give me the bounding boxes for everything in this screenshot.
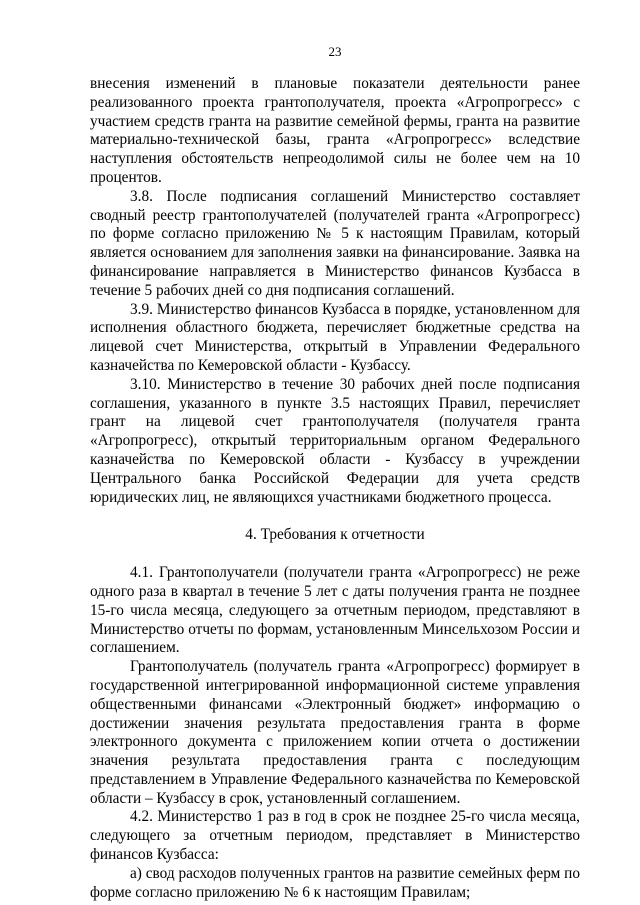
page-number: 23	[328, 44, 342, 59]
section-heading-reporting: 4. Требования к отчетности	[245, 526, 425, 544]
paragraph-continuation: внесения изменений в плановые показатели деятельности ранее реализованного проекта грантополучателя, проекта «Агропрогресс» с участием средств гранта на развитие семейной фермы, гранта на развитие материально-технической базы, гранта «Агропрогресс» вследствие наступления обстоятельств непреодолимой силы не более чем на 10 процентов.	[90, 75, 580, 186]
paragraph-4-2-a: а) свод расходов полученных грантов на развитие семейных ферм по форме согласно приложению № 6 к настоящим Правилам;	[90, 864, 580, 901]
paragraph-3-10: 3.10. Министерство в течение 30 рабочих дней после подписания соглашения, указанного в пункте 3.5 настоящих Правил, перечисляет грант на лицевой счет грантополучателя (получателя гранта «Агропрогресс), открытый территориальным органом Федерального казначейства по Кемеровской области - Кузбассу в учреждении Центрального банка Российской Федерации для учета средств юридических лиц, не являющихся участниками бюджетного процесса.	[90, 375, 580, 506]
paragraph-4-2: 4.2. Министерство 1 раз в год в срок не позднее 25-го числа месяца, следующего за отчетным периодом, представляет в Министерство финансов Кузбасса:	[90, 808, 580, 864]
paragraph-4-1: 4.1. Грантополучатели (получатели гранта «Агропрогресс) не реже одного раза в квартал в течение 5 лет с даты получения гранта не позднее 15-го числа месяца, следующего за отчетным периодом, представляют в Министерство отчеты по формам, установленным Минсельхозом России и соглашением.	[90, 564, 580, 657]
paragraph-3-8: 3.8. После подписания соглашений Министерство составляет сводный реестр грантополучателей (получателей гранта «Агропрогресс) по форме согласно приложению № 5 к настоящим Правилам, который является основанием для заполнения заявки на финансирование. Заявка на финансирование направляется в Министерство финансов Кузбасса в течение 5 рабочих дней со дня подписания соглашений.	[90, 187, 580, 299]
document-body	[90, 75, 580, 902]
paragraph-grant-recipient: Грантополучатель (получатель гранта «Агропрогресс) формирует в государственной интегрированной информационной системе управления общественными финансами «Электронный бюджет» информацию о достижении значения результата предоставления гранта в форме электронного документа с приложением копии отчета о достижении значения результата предоставления гранта с последующим представлением в Управление Федерального казначейства по Кемеровской области – Кузбассу в срок, установленный соглашением.	[90, 658, 580, 807]
paragraph-3-9: 3.9. Министерство финансов Кузбасса в порядке, установленном для исполнения областного бюджета, перечисляет бюджетные средства на лицевой счет Министерства, открытый в Управлении Федерального казначейства по Кемеровской области - Кузбассу.	[90, 300, 580, 374]
